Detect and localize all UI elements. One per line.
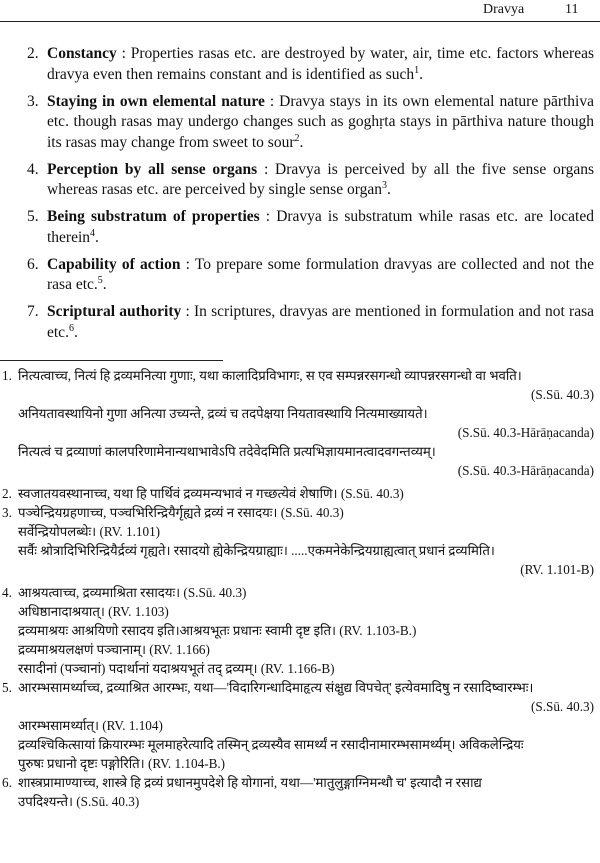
list-item bbox=[0, 302, 600, 343]
numbered-list bbox=[0, 44, 600, 350]
footnote-line: अनियतावस्थायिनो गुणा अनित्या उच्यन्ते, द्रव्यं च तदपेक्षया नियतावस्थायि नित्यमाख्यायते। bbox=[18, 406, 428, 421]
running-title: Dravya bbox=[483, 2, 525, 17]
item-number: 6. bbox=[27, 255, 39, 273]
item-number: 7. bbox=[27, 303, 39, 320]
list-item bbox=[0, 255, 600, 296]
footnote-ref: 3 bbox=[381, 179, 387, 191]
list-item bbox=[0, 160, 600, 201]
footnote-number: 1. bbox=[2, 368, 12, 383]
footnote-ref: 6 bbox=[68, 322, 74, 334]
footnote-number: 3. bbox=[2, 505, 12, 520]
footnote-line: द्रव्यश्चिकित्सायां क्रियारम्भः मूलमाहरेत्यादि तस्मिन् द्रव्यस्यैव सामर्थ्यं न रसादीनामारम्भसामर्थ्यम्। अविकलेन्द्रियः bbox=[18, 737, 524, 752]
footnote-number: 2. bbox=[2, 486, 12, 501]
item-text: : Dravya stays in its own elemental nature pārthiva etc. though rasas may undergo changes such as goghṛta stays in pārthiva nature though its rasas may change from sweet to sour bbox=[47, 92, 594, 151]
footnote-line: अधिष्ठानादाश्रयात्। (RV. 1.103) bbox=[18, 604, 169, 619]
item-number: 5. bbox=[27, 208, 39, 225]
footnote-2 bbox=[0, 484, 600, 503]
item-heading: Scriptural authority bbox=[47, 303, 182, 320]
footnote-number: 5. bbox=[2, 680, 12, 695]
item-text: : Dravya is perceived by all the five sense organs whereas rasas etc. are perceived by single sense organ bbox=[47, 160, 595, 198]
item-text: : Properties rasas etc. are destroyed by water, air, time etc. factors whereas dravya even then remains constant and is identified as such bbox=[47, 45, 594, 83]
footnote-ref: 2 bbox=[294, 132, 300, 144]
item-heading: Capability of action bbox=[47, 255, 181, 273]
footnote-line: पुरुषः प्रधानो दृष्टः पङ्गोरिति। (RV. 1.104-B.) bbox=[18, 756, 226, 771]
footnote-ref: 4 bbox=[90, 227, 96, 239]
citation: (S.Sū. 40.3) bbox=[530, 699, 594, 714]
footnote-6 bbox=[0, 773, 600, 811]
running-header bbox=[0, 0, 600, 22]
footnote-line: स्वजातयवस्थानाच्च, यथा हि पार्थिवं द्रव्यमन्यभावं न गच्छत्येवं शेषाणि। (S.Sū. 40.3) bbox=[18, 486, 404, 501]
item-number: 2. bbox=[27, 45, 39, 62]
footnote-line: सर्वेन्द्रियोपलब्धेः। (RV. 1.101) bbox=[18, 524, 161, 539]
item-heading: Perception by all sense organs bbox=[47, 160, 258, 178]
footnote-line: आश्रयत्वाच्च, द्रव्यमाश्रिता रसादयः। (S.Sū. 40.3) bbox=[18, 585, 247, 600]
footnote-line: द्रव्यमाश्रयलक्षणं पञ्चानाम्। (RV. 1.166) bbox=[18, 642, 210, 657]
footnote-line: नित्यत्वं च द्रव्याणां कालपरिणामेनान्यथाभावेऽपि तदेवेदमिति प्रत्यभिज्ञायमानत्वादवगन्तव्यम्। bbox=[18, 444, 436, 459]
item-tail: . bbox=[299, 133, 304, 151]
item-heading: Constancy bbox=[47, 45, 117, 62]
footnote-line: उपदिश्यन्ते। (S.Sū. 40.3) bbox=[18, 794, 140, 809]
footnotes bbox=[0, 366, 600, 811]
list-item bbox=[0, 44, 600, 85]
footnote-line: शास्त्रप्रामाण्याच्च, शास्त्रे हि द्रव्यं प्रधानमुपदेशे हि योगानां, यथा—'मातुलुङ्गाग्निमन्थौ च' इत्यादौ न रसाद्य bbox=[18, 775, 482, 790]
footnote-number: 4. bbox=[2, 585, 12, 600]
footnote-4 bbox=[0, 583, 600, 678]
item-number: 4. bbox=[27, 160, 39, 178]
item-tail: . bbox=[95, 228, 99, 246]
citation: (S.Sū. 40.3-Hārāṇacanda) bbox=[457, 425, 594, 440]
footnote-ref: 1 bbox=[414, 64, 420, 76]
footnote-number: 6. bbox=[2, 775, 12, 790]
list-item bbox=[0, 92, 600, 154]
footnote-ref: 5 bbox=[97, 274, 103, 286]
item-tail: . bbox=[419, 65, 424, 83]
item-tail: . bbox=[73, 323, 78, 341]
item-tail: . bbox=[102, 276, 107, 293]
item-number: 3. bbox=[27, 92, 39, 110]
citation: (RV. 1.101-B) bbox=[520, 562, 594, 577]
item-heading: Being substratum of properties bbox=[47, 208, 260, 225]
page-number: 11 bbox=[565, 2, 579, 17]
item-text: : In scriptures, dravyas are mentioned in formulation and not rasa etc. bbox=[47, 303, 594, 341]
item-tail: . bbox=[386, 181, 391, 198]
citation: (S.Sū. 40.3-Hārāṇacanda) bbox=[457, 463, 594, 478]
footnote-rule bbox=[0, 360, 223, 361]
item-heading: Staying in own elemental nature bbox=[47, 92, 265, 110]
list-item bbox=[0, 207, 600, 248]
footnote-line: आरम्भसामर्थ्याच्च, द्रव्याश्रित आरम्भः, यथा—'विदारिगन्धादिमाहृत्य संक्षुद्य विपचेत्' इत्येवमादिषु न रसादिष्वारम्भः। bbox=[18, 680, 534, 695]
citation: (S.Sū. 40.3) bbox=[530, 387, 594, 402]
footnote-line: द्रव्यमाश्रयः आश्रयिणो रसादय इति।आश्रयभूतः प्रधानः स्वामी दृष्ट इति। (RV. 1.103-B.) bbox=[18, 623, 417, 638]
item-text: : Dravya is substratum while rasas etc. are located therein bbox=[47, 208, 594, 246]
footnote-line: सर्वैः श्रोत्रादिभिरिन्द्रियैर्द्रव्यं गृह्यते। रसादयो ह्येकेन्द्रियग्राह्याः। .....एकमनेकेन्द्रियग्राह्यत्वात् प्रधानं द्रव्यमिति। bbox=[18, 543, 495, 558]
footnote-1 bbox=[0, 366, 600, 480]
footnote-5 bbox=[0, 678, 600, 773]
footnote-line: आरम्भसामर्थ्यात्। (RV. 1.104) bbox=[18, 718, 163, 733]
footnote-3 bbox=[0, 503, 600, 579]
footnote-line: रसादीनां (पञ्चानां) पदार्थानां यदाश्रयभूतं तद् द्रव्यम्। (RV. 1.166-B) bbox=[18, 661, 335, 676]
item-text: : To prepare some formulation dravyas are collected and not the rasa etc. bbox=[47, 255, 594, 293]
footnote-line: पञ्चेन्द्रियग्रहणाच्च, पञ्चभिरिन्द्रियैर्गृह्यते द्रव्यं न रसादयः। (S.Sū. 40.3) bbox=[18, 505, 344, 520]
footnote-line: नित्यत्वाच्च, नित्यं हि द्रव्यमनित्या गुणाः, यथा कालादिप्रविभागः, स एव सम्पन्नरसगन्धो व्यापन्नरसगन्धो वा भवति। bbox=[18, 368, 522, 383]
